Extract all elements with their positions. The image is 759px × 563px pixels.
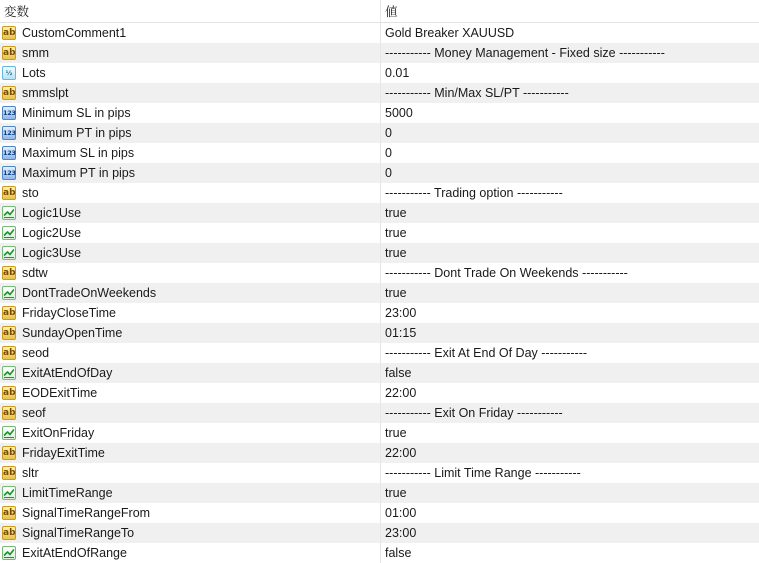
value-cell[interactable] xyxy=(380,143,759,163)
variable-cell[interactable] xyxy=(0,123,380,143)
variable-value: true xyxy=(385,426,407,440)
variable-name: Logic3Use xyxy=(22,246,82,260)
variable-value: 01:15 xyxy=(385,326,417,340)
variable-name: Lots xyxy=(22,66,46,80)
table-row[interactable] xyxy=(0,163,759,183)
table-row[interactable] xyxy=(0,123,759,143)
variable-name: Minimum PT in pips xyxy=(22,126,132,140)
value-cell[interactable] xyxy=(380,463,759,483)
table-row[interactable] xyxy=(0,83,759,103)
bool-type-icon xyxy=(2,486,16,500)
table-row[interactable] xyxy=(0,263,759,283)
table-row[interactable] xyxy=(0,363,759,383)
table-row[interactable] xyxy=(0,283,759,303)
variable-name: sto xyxy=(22,186,39,200)
value-cell[interactable] xyxy=(380,123,759,143)
table-row[interactable] xyxy=(0,143,759,163)
variable-value: ----------- Exit At End Of Day ----------- xyxy=(385,346,588,360)
variable-name: smm xyxy=(22,46,50,60)
variable-name: SignalTimeRangeFrom xyxy=(22,506,151,520)
string-type-icon: ab xyxy=(3,268,16,278)
variable-name: ExitOnFriday xyxy=(22,426,95,440)
variable-value: 23:00 xyxy=(385,306,417,320)
variable-cell[interactable] xyxy=(0,343,380,363)
value-cell[interactable] xyxy=(380,523,759,543)
table-row[interactable] xyxy=(0,423,759,443)
value-cell[interactable] xyxy=(380,503,759,523)
variable-cell[interactable] xyxy=(0,523,380,543)
variable-cell[interactable] xyxy=(0,63,380,83)
variable-cell[interactable] xyxy=(0,263,380,283)
variable-value: false xyxy=(385,546,412,560)
table-row[interactable] xyxy=(0,323,759,343)
header-variable-cell[interactable] xyxy=(0,0,380,22)
table-row[interactable] xyxy=(0,343,759,363)
variable-cell[interactable] xyxy=(0,483,380,503)
variable-value: ----------- Dont Trade On Weekends ----------- xyxy=(385,266,628,280)
variable-cell[interactable] xyxy=(0,23,380,43)
int-type-icon: 123 xyxy=(2,146,16,160)
variable-value: 0 xyxy=(385,166,392,180)
variable-cell[interactable] xyxy=(0,43,380,63)
variable-name: Maximum SL in pips xyxy=(22,146,135,160)
string-type-icon: ab xyxy=(3,188,16,198)
variable-name: SundayOpenTime xyxy=(22,326,123,340)
table-row[interactable] xyxy=(0,43,759,63)
variable-cell[interactable] xyxy=(0,363,380,383)
variable-cell[interactable] xyxy=(0,163,380,183)
int-type-icon: 123 xyxy=(2,126,16,140)
table-row[interactable] xyxy=(0,183,759,203)
variable-value: true xyxy=(385,486,407,500)
string-type-icon: ab xyxy=(3,528,16,538)
value-cell[interactable] xyxy=(380,443,759,463)
value-cell[interactable] xyxy=(380,243,759,263)
variable-cell[interactable] xyxy=(0,103,380,123)
variable-name: Maximum PT in pips xyxy=(22,166,135,180)
variable-cell[interactable] xyxy=(0,303,380,323)
header-value-label: 値 xyxy=(385,5,398,19)
table-row[interactable] xyxy=(0,483,759,503)
table-row[interactable] xyxy=(0,103,759,123)
value-cell[interactable] xyxy=(380,203,759,223)
variable-name: ExitAtEndOfRange xyxy=(22,546,127,560)
variable-value: 5000 xyxy=(385,106,413,120)
string-type-icon: ab xyxy=(3,388,16,398)
variable-value: 0 xyxy=(385,126,392,140)
variable-cell[interactable] xyxy=(0,543,380,563)
value-cell[interactable] xyxy=(380,403,759,423)
variable-value: ----------- Limit Time Range ----------- xyxy=(385,466,581,480)
string-type-icon: ab xyxy=(3,28,16,38)
string-type-icon: ab xyxy=(3,348,16,358)
variable-name: seof xyxy=(22,406,46,420)
value-cell[interactable] xyxy=(380,83,759,103)
bool-type-icon xyxy=(2,286,16,300)
value-cell[interactable] xyxy=(380,183,759,203)
variable-value: 22:00 xyxy=(385,446,417,460)
table-row[interactable] xyxy=(0,383,759,403)
value-cell[interactable] xyxy=(380,483,759,503)
value-cell[interactable] xyxy=(380,343,759,363)
variable-value: Gold Breaker XAUUSD xyxy=(385,26,515,40)
value-cell[interactable] xyxy=(380,283,759,303)
variable-value: true xyxy=(385,226,407,240)
variable-cell[interactable] xyxy=(0,403,380,423)
table-row[interactable] xyxy=(0,303,759,323)
value-cell[interactable] xyxy=(380,423,759,443)
variable-value: true xyxy=(385,206,407,220)
string-type-icon: ab xyxy=(3,408,16,418)
table-row[interactable] xyxy=(0,63,759,83)
variable-name: CustomComment1 xyxy=(22,26,127,40)
table-row[interactable] xyxy=(0,443,759,463)
value-cell[interactable] xyxy=(380,363,759,383)
variable-cell[interactable] xyxy=(0,203,380,223)
variable-name: LimitTimeRange xyxy=(22,486,113,500)
value-cell[interactable] xyxy=(380,323,759,343)
table-row[interactable] xyxy=(0,23,759,43)
variable-cell[interactable] xyxy=(0,463,380,483)
variable-value: true xyxy=(385,246,407,260)
variable-value: ----------- Exit On Friday ----------- xyxy=(385,406,563,420)
header-variable-label: 変数 xyxy=(4,5,30,19)
variable-value: 01:00 xyxy=(385,506,417,520)
value-cell[interactable] xyxy=(380,383,759,403)
variable-name: EODExitTime xyxy=(22,386,98,400)
value-cell[interactable] xyxy=(380,163,759,183)
variable-name: DontTradeOnWeekends xyxy=(22,286,157,300)
table-row[interactable] xyxy=(0,223,759,243)
table-row[interactable] xyxy=(0,523,759,543)
variable-name: sltr xyxy=(22,466,39,480)
bool-type-icon xyxy=(2,226,16,240)
variable-name: smmslpt xyxy=(22,86,69,100)
variable-value: true xyxy=(385,286,407,300)
table-row[interactable] xyxy=(0,203,759,223)
string-type-icon: ab xyxy=(3,308,16,318)
variable-value: 23:00 xyxy=(385,526,417,540)
string-type-icon: ab xyxy=(3,48,16,58)
string-type-icon: ab xyxy=(3,468,16,478)
double-type-icon: ½ xyxy=(2,66,16,80)
value-cell[interactable] xyxy=(380,23,759,43)
value-cell[interactable] xyxy=(380,223,759,243)
int-type-icon: 123 xyxy=(2,106,16,120)
variable-name: FridayCloseTime xyxy=(22,306,117,320)
table-row[interactable] xyxy=(0,543,759,563)
int-type-icon: 123 xyxy=(2,166,16,180)
table-row[interactable] xyxy=(0,463,759,483)
bool-type-icon xyxy=(2,546,16,560)
string-type-icon: ab xyxy=(3,448,16,458)
bool-type-icon xyxy=(2,366,16,380)
variable-cell[interactable] xyxy=(0,503,380,523)
value-cell[interactable] xyxy=(380,543,759,563)
variable-cell[interactable] xyxy=(0,83,380,103)
variable-cell[interactable] xyxy=(0,243,380,263)
table-row[interactable] xyxy=(0,403,759,423)
value-cell[interactable] xyxy=(380,43,759,63)
variable-name: seod xyxy=(22,346,50,360)
variable-cell[interactable] xyxy=(0,283,380,303)
string-type-icon: ab xyxy=(3,88,16,98)
bool-type-icon xyxy=(2,426,16,440)
variable-cell[interactable] xyxy=(0,383,380,403)
grid-header xyxy=(0,0,759,23)
value-cell[interactable] xyxy=(380,303,759,323)
table-row[interactable] xyxy=(0,243,759,263)
variable-value: false xyxy=(385,366,412,380)
variable-name: Minimum SL in pips xyxy=(22,106,131,120)
value-cell[interactable] xyxy=(380,263,759,283)
value-cell[interactable] xyxy=(380,63,759,83)
bool-type-icon xyxy=(2,206,16,220)
string-type-icon: ab xyxy=(3,328,16,338)
variable-value: 0.01 xyxy=(385,66,410,80)
variable-value: ----------- Trading option ----------- xyxy=(385,186,563,200)
variable-name: FridayExitTime xyxy=(22,446,105,460)
variable-cell[interactable] xyxy=(0,183,380,203)
variable-cell[interactable] xyxy=(0,143,380,163)
header-value-cell[interactable] xyxy=(380,0,759,22)
variable-name: SignalTimeRangeTo xyxy=(22,526,135,540)
table-row[interactable] xyxy=(0,503,759,523)
variable-value: ----------- Money Management - Fixed size ----------- xyxy=(385,46,665,60)
variable-name: Logic1Use xyxy=(22,206,82,220)
value-cell[interactable] xyxy=(380,103,759,123)
variable-name: sdtw xyxy=(22,266,48,280)
variable-name: ExitAtEndOfDay xyxy=(22,366,113,380)
variable-value: 0 xyxy=(385,146,392,160)
variable-cell[interactable] xyxy=(0,443,380,463)
variable-name: Logic2Use xyxy=(22,226,82,240)
bool-type-icon xyxy=(2,246,16,260)
variable-value: ----------- Min/Max SL/PT ----------- xyxy=(385,86,569,100)
variable-cell[interactable] xyxy=(0,423,380,443)
variable-value: 22:00 xyxy=(385,386,417,400)
string-type-icon: ab xyxy=(3,508,16,518)
variable-cell[interactable] xyxy=(0,323,380,343)
variable-cell[interactable] xyxy=(0,223,380,243)
